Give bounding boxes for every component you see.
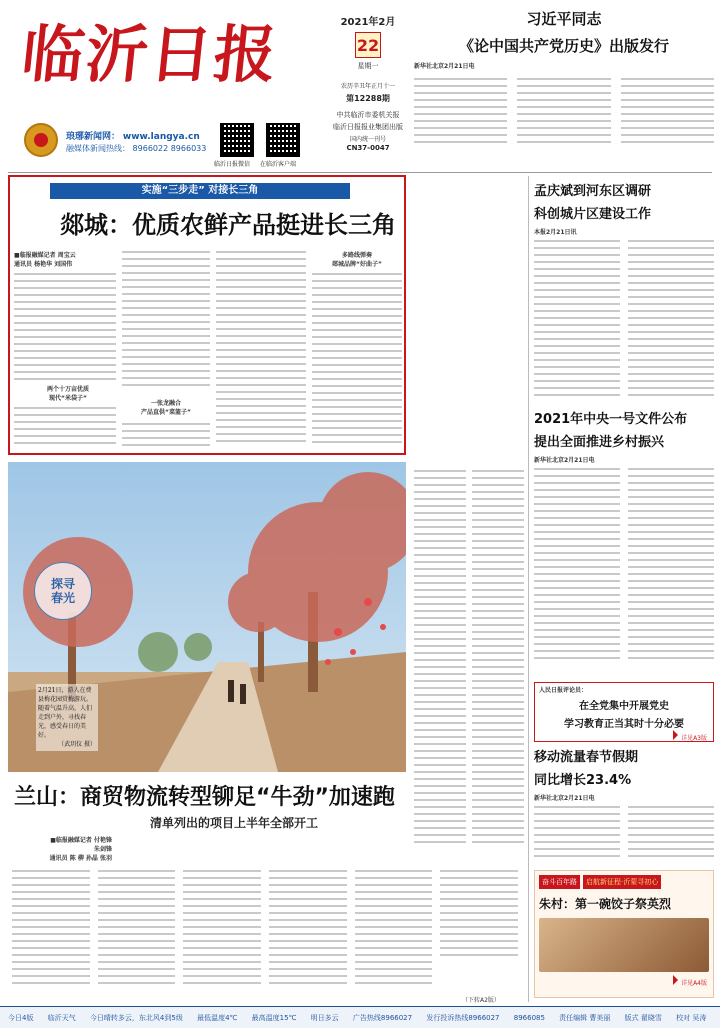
banner-play-icon	[673, 975, 678, 985]
publisher-line-2: 临沂日报报业集团出版	[333, 123, 403, 131]
publisher-line-1: 中共临沂市委机关报	[336, 111, 400, 119]
story-xi-title-1: 习近平同志	[526, 10, 602, 28]
photo-caption-text: 2月21日，游人在费县梅花园赏梅游玩。随着气温升高，人们走到户外，寻找春光，感受春日的美好。	[38, 687, 93, 739]
footer-proofreader: 校对 吴涛	[676, 1014, 707, 1022]
story-meng-dateline: 本报2月21日讯	[534, 229, 577, 236]
hotline-label: 融媒体新闻热线：	[66, 144, 130, 153]
website-label: 琅琊新闻网：	[66, 132, 121, 142]
website-line	[66, 129, 200, 142]
feature-banner[interactable]	[534, 870, 714, 998]
lanshan-body	[12, 870, 518, 998]
cn-code-label: 国内统一刊号	[349, 136, 386, 143]
commentary-label: 人民日报评论员：	[539, 687, 588, 694]
lead-story-frame	[8, 175, 406, 455]
story-mobile-flow[interactable]	[534, 746, 714, 866]
center-column-body	[414, 470, 524, 860]
lead-story-subhead-1: 两个十万亩优质 现代“米袋子”	[46, 386, 89, 402]
story-xi-title-2: 《论中国共产党历史》出版发行	[458, 37, 669, 55]
page-continuation: （下转A2版）	[462, 997, 500, 1004]
story-meng-title-1: 孟庆斌到河东区调研	[534, 184, 652, 199]
lead-story-kicker: 实施“三步走” 对接长三角	[50, 183, 350, 199]
issue-number: 第12288期	[346, 94, 390, 103]
lead-story-col3	[216, 251, 306, 451]
banner-tag-2: 启航新征程·沂蒙寻初心	[583, 875, 661, 889]
story-central-doc[interactable]	[534, 408, 714, 678]
footer-layout: 版式 翟晓雪	[624, 1014, 662, 1022]
story-mobile-dateline: 新华社北京2月21日电	[534, 795, 595, 802]
footer-weather-label: 临沂天气	[47, 1014, 76, 1022]
lanshan-title[interactable]: 兰山：商贸物流转型铆足“牛劲”加速跑	[14, 785, 395, 810]
date-weekday: 星期一	[357, 62, 379, 70]
photo-badge-text: 探寻春光	[50, 577, 75, 605]
lead-story-col1b	[14, 407, 116, 451]
lunar-date: 农历辛丑年正月十一	[340, 83, 395, 90]
lead-story-col2b	[122, 423, 210, 453]
footer-high-temp: 最高温度15℃	[251, 1014, 297, 1022]
lead-story-title[interactable]: 郯城：优质农鲜产品挺进长三角	[60, 211, 396, 239]
story-meng-title-2: 科创城片区建设工作	[534, 207, 652, 222]
hotline-line	[66, 143, 206, 154]
play-icon	[673, 730, 678, 740]
banner-ref-text: 详见A4版	[681, 980, 707, 987]
banner-tag-1: 奋斗百年路	[539, 875, 580, 889]
lead-story-byline: ■临报融媒记者 周宝云 通讯员 杨艳华 刘国伟	[14, 252, 76, 268]
seal-icon	[24, 123, 58, 157]
photo-badge	[34, 562, 92, 620]
lanshan-subtitle: 清单列出的项目上半年全部开工	[150, 816, 319, 830]
footer-bar	[0, 1006, 720, 1028]
footer-low-temp: 最低温度4℃	[197, 1014, 238, 1022]
commentary-line-2: 学习教育正当其时十分必要	[564, 719, 684, 730]
commentary-ref	[535, 730, 707, 743]
divider-top	[8, 172, 712, 173]
footer-ad-hotline: 广告热线8966027	[352, 1014, 413, 1022]
divider-right-col	[528, 176, 529, 1002]
qr-app-caption: 在临沂客户端	[260, 161, 297, 168]
story-xi-body	[414, 78, 714, 166]
footer-weather-today: 今日晴转多云，东北风4到5级	[89, 1014, 183, 1022]
story-doc-body	[534, 468, 714, 676]
qr-app[interactable]	[266, 123, 300, 157]
commentary-line-1: 在全党集中开展党史	[579, 701, 669, 712]
date-year-month: 2021年2月	[340, 17, 396, 28]
qr-wechat-caption: 临沂日报微信	[214, 161, 251, 168]
story-mobile-title-1: 移动流量春节假期	[534, 750, 639, 765]
lead-story-col2	[122, 251, 210, 391]
feature-photo[interactable]	[8, 462, 406, 772]
story-xi-history[interactable]	[414, 8, 714, 168]
story-xi-dateline: 新华社北京2月21日电	[414, 63, 475, 70]
banner-tags	[539, 875, 709, 889]
photo-credit: （武玥仪 摄）	[58, 741, 96, 748]
banner-ref	[541, 975, 707, 988]
story-doc-dateline: 新华社北京2月21日电	[534, 457, 595, 464]
date-block	[328, 13, 408, 152]
lead-story-subhead-2: 一张龙融合 产品直供“菜篮子”	[141, 400, 191, 416]
commentary-ref-text: 详见A3版	[681, 735, 707, 742]
date-day: 22	[355, 32, 381, 58]
footer-phone-2: 8966085	[513, 1014, 545, 1022]
story-meng[interactable]	[534, 180, 714, 410]
story-doc-title-1: 2021年中央一号文件公布	[534, 412, 688, 427]
banner-photo	[539, 918, 709, 972]
lead-story-col1	[14, 273, 116, 383]
commentary-box[interactable]	[534, 682, 714, 742]
footer-complaint-hotline: 发行投诉热线8966027	[426, 1014, 500, 1022]
footer-pages: 今日4版	[8, 1014, 34, 1022]
footer-tomorrow: 明日多云	[310, 1014, 339, 1022]
lanshan-byline: ■临报融媒记者 付艳锋 朱剑锋 通讯员 陈 柳 孙晶 张羽	[49, 837, 112, 862]
newspaper-logo: 临沂日报	[18, 18, 282, 91]
story-mobile-body	[534, 806, 714, 862]
hotline-number: 8966022 8966033	[132, 144, 207, 153]
lead-story-subhead-3: 多路线弹奏 郯城品牌“好曲子”	[332, 252, 382, 268]
footer-editor: 责任编辑 曹美丽	[559, 1014, 611, 1022]
story-meng-body	[534, 240, 714, 410]
photo-caption	[36, 684, 98, 751]
banner-title: 朱村：第一碗饺子祭英烈	[539, 897, 672, 911]
qr-wechat[interactable]	[220, 123, 254, 157]
story-mobile-title-2: 同比增长23.4%	[534, 773, 632, 788]
lead-story-col4	[312, 273, 402, 451]
cn-number: CN37-0047	[346, 144, 390, 152]
story-doc-title-2: 提出全面推进乡村振兴	[534, 435, 665, 450]
website-url[interactable]: www.langya.cn	[122, 132, 200, 142]
